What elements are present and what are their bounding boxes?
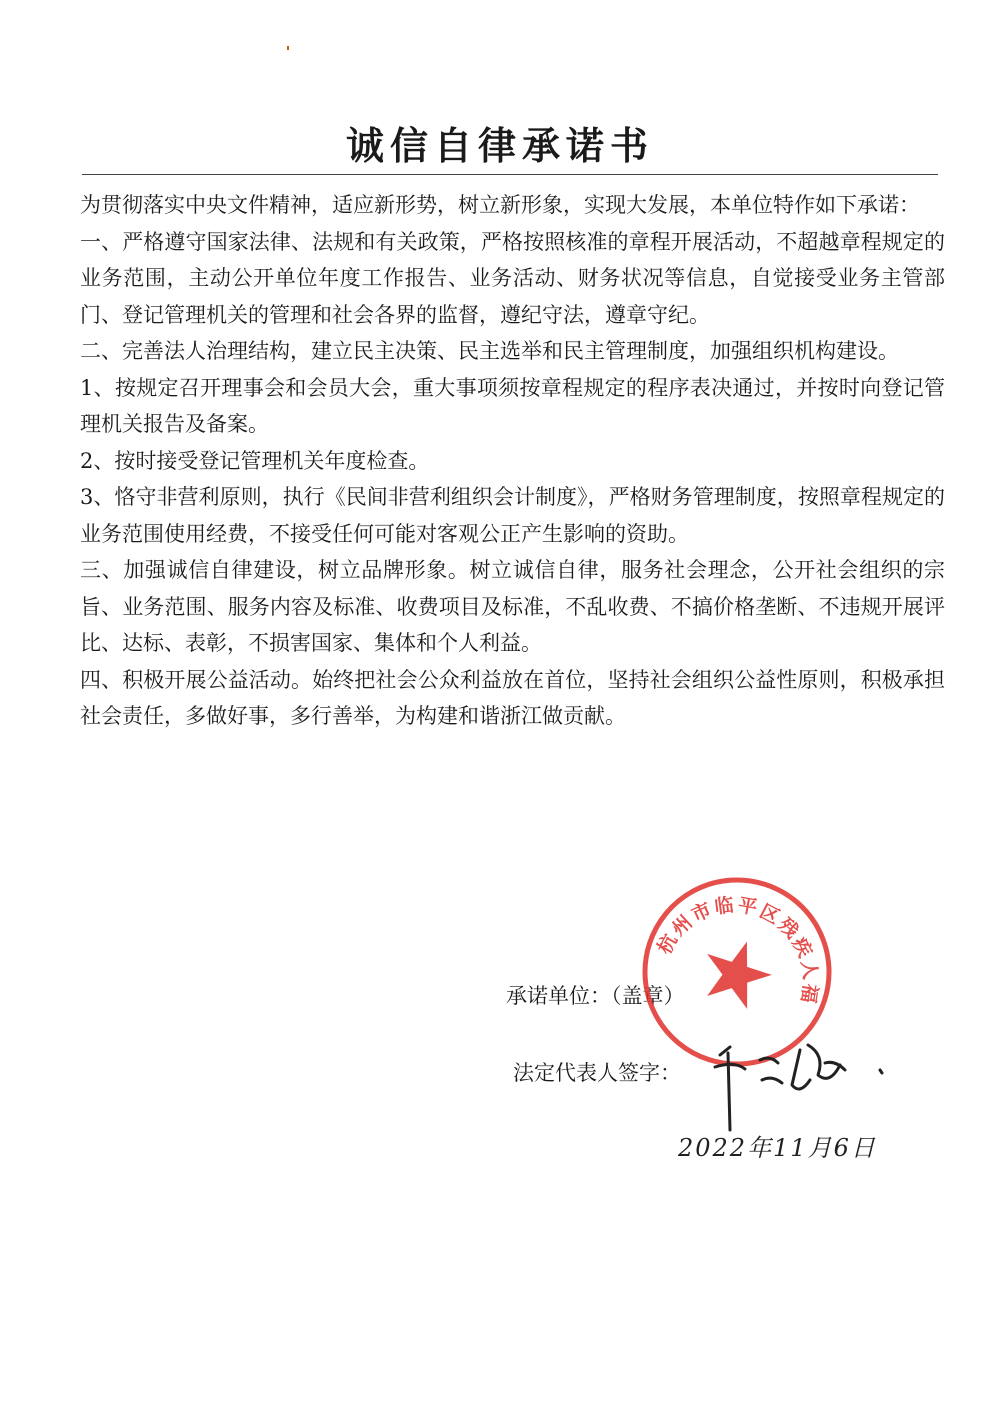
signed-date: 2022年11月6日 xyxy=(678,1134,877,1162)
paragraph-3: 三、加强诚信自律建设，树立品牌形象。树立诚信自律，服务社会理念，公开社会组织的宗旨、业务范围、服务内容及标准、收费项目及标准，不乱收费、不搞价格垄断、不违规开展评比、达标、表彰，不损害国家、集体和个人利益。 xyxy=(80,558,945,655)
title-divider xyxy=(82,174,938,175)
paragraph-intro: 为贯彻落实中央文件精神，适应新形势，树立新形象，实现大发展，本单位特作如下承诺： xyxy=(80,193,920,217)
paragraph-2-3: 3、恪守非营利原则，执行《民间非营利组织会计制度》，严格财务管理制度，按照章程规定的业务范围使用经费，不接受任何可能对客观公正产生影响的资助。 xyxy=(80,485,945,546)
scan-speck xyxy=(287,46,289,50)
seal-text: 杭州市临平区残疾人福利基金会 xyxy=(653,894,822,1005)
page-title: 诚信自律承诺书 xyxy=(345,123,654,168)
document-body xyxy=(80,187,945,735)
paragraph-4: 四、积极开展公益活动。始终把社会公众利益放在首位，坚持社会组织公益性原则，积极承担社会责任，多做好事，多行善举，为构建和谐浙江做贡献。 xyxy=(80,667,945,728)
paragraph-1: 一、严格遵守国家法律、法规和有关政策，严格按照核准的章程开展活动，不超越章程规定的业务范围，主动公开单位年度工作报告、业务活动、财务状况等信息，自觉接受业务主管部门、登记管理机关的管理和社会各界的监督，遵纪守法，遵章守纪。 xyxy=(80,229,945,327)
legal-rep-label: 法定代表人签字： xyxy=(513,1061,681,1085)
paragraph-2-1: 1、按规定召开理事会和会员大会，重大事项须按章程规定的程序表决通过，并按时向登记管理机关报告及备案。 xyxy=(80,375,945,436)
handwritten-signature-icon xyxy=(700,1025,900,1135)
paragraph-2: 二、完善法人治理结构，建立民主决策、民主选举和民主管理制度，加强组织机构建设。 xyxy=(80,339,899,363)
paragraph-2-2: 2、按时接受登记管理机关年度检查。 xyxy=(80,448,430,473)
promise-unit-label: 承诺单位：（盖章） xyxy=(506,984,685,1008)
